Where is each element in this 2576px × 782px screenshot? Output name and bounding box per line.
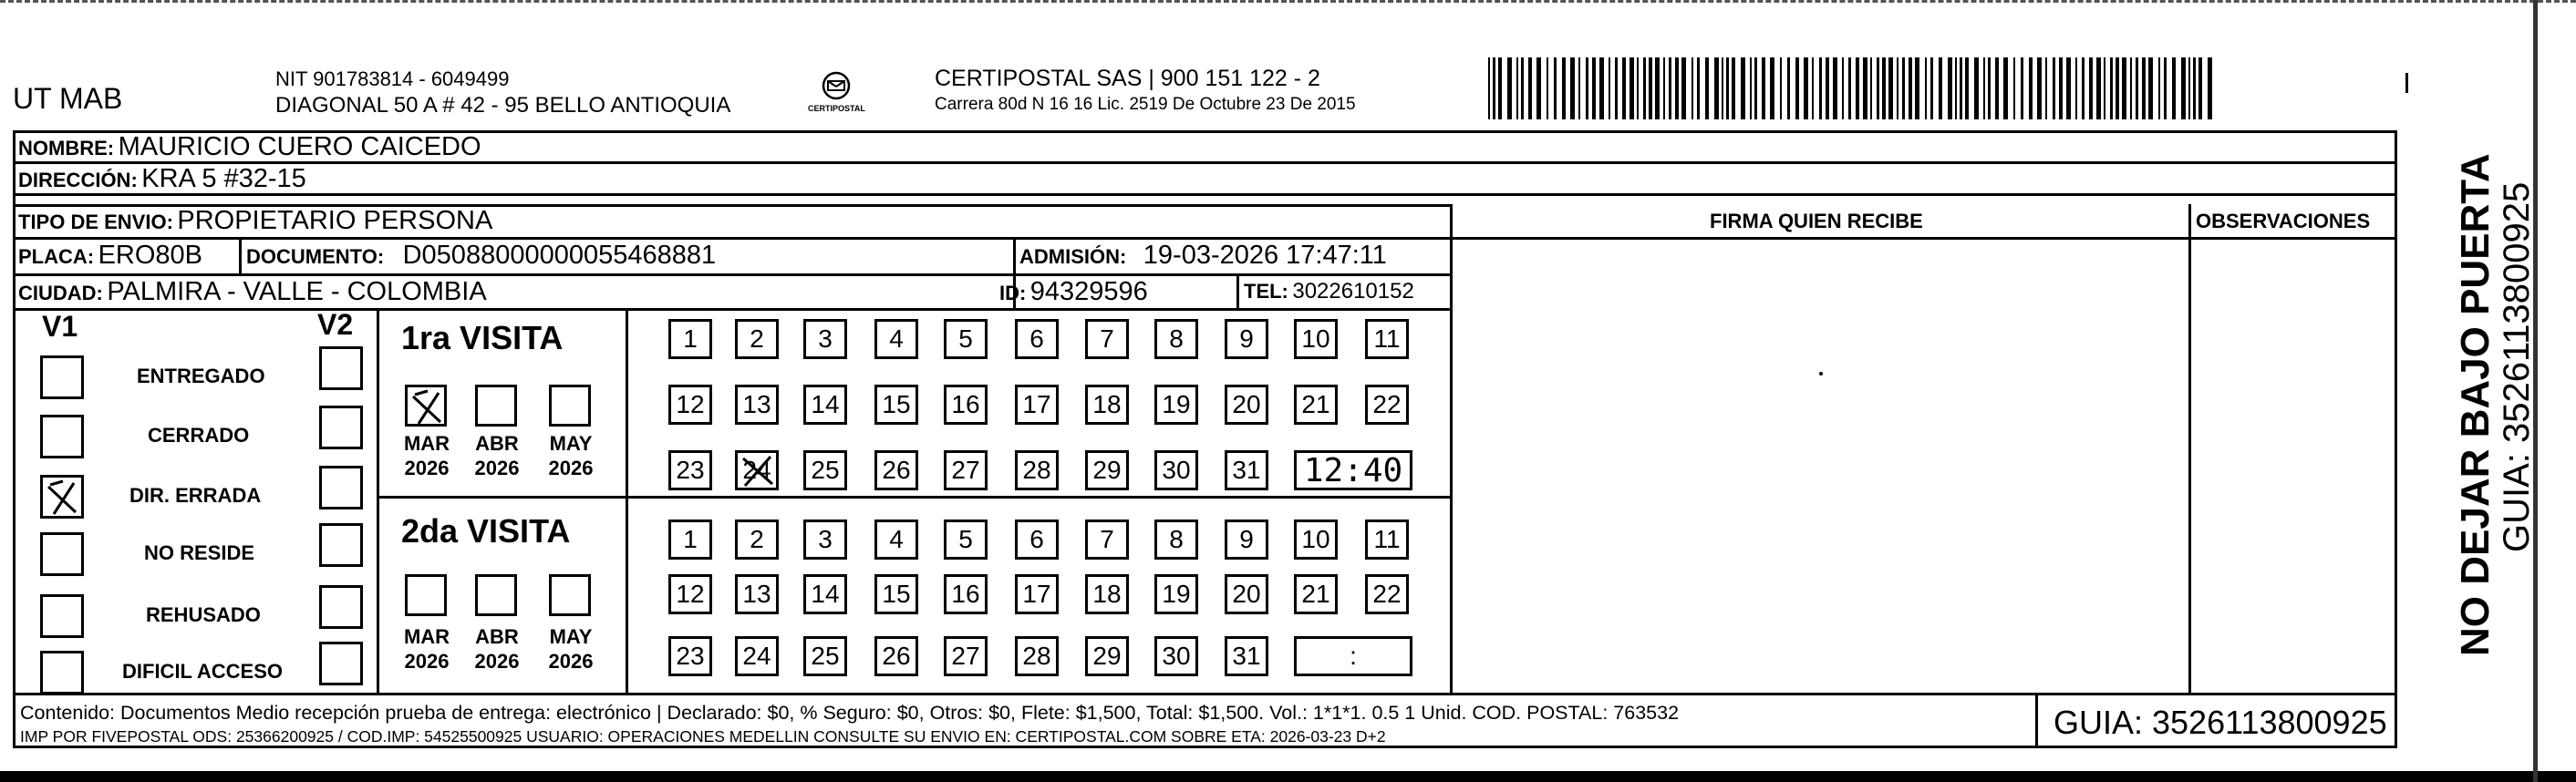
day-box[interactable]: 21 xyxy=(1294,385,1338,425)
day-box[interactable]: 13 xyxy=(735,385,779,425)
nombre-row xyxy=(18,132,481,162)
status-label: CERRADO xyxy=(148,424,250,447)
day-box[interactable]: 19 xyxy=(1154,385,1198,425)
barcode-bar xyxy=(1629,57,1634,119)
footer-line-2: IMP POR FIVEPOSTAL ODS: 25366200925 / COD.IMP: 54525500925 USUARIO: OPERACIONES MEDELLIN CONSULTE SU ENVIO EN: CERTIPOSTAL.COM SOBRE ETA: 2026-03-23 D+2 xyxy=(20,727,1386,746)
direccion-label: DIRECCIÓN: xyxy=(18,169,138,191)
barcode-bar xyxy=(2104,57,2105,119)
barcode-bar xyxy=(2142,57,2146,119)
barcode-bar xyxy=(1741,57,1745,119)
barcode-bar xyxy=(1498,57,1502,119)
day-box[interactable]: 18 xyxy=(1085,574,1129,614)
barcode-bar xyxy=(2193,57,2196,119)
row-line xyxy=(13,308,1452,311)
v2-checkbox[interactable] xyxy=(319,585,363,629)
month-label: MAR xyxy=(403,625,450,648)
barcode-bar xyxy=(1528,57,1532,119)
day-box[interactable]: 28 xyxy=(1015,636,1059,676)
barcode-bar xyxy=(2130,57,2132,119)
v1-checkbox[interactable] xyxy=(40,475,84,519)
barcode-bar xyxy=(1804,57,1808,119)
barcode-bar xyxy=(1877,57,1879,119)
month-year: 2026 xyxy=(548,457,594,479)
tipo-row xyxy=(18,206,492,236)
barcode-bar xyxy=(1974,57,1979,119)
barcode-bar xyxy=(1983,57,1985,119)
v2-header: V2 xyxy=(317,308,354,341)
month-checkbox[interactable] xyxy=(475,385,517,427)
barcode-bar xyxy=(1726,57,1729,119)
day-box[interactable] xyxy=(735,450,779,490)
day-box[interactable]: 9 xyxy=(1225,319,1268,359)
col-line xyxy=(239,237,242,273)
barcode-bar xyxy=(1819,57,1822,119)
status-label: DIR. ERRADA xyxy=(129,484,262,507)
month-label: ABR xyxy=(475,625,519,648)
documento-label: DOCUMENTO: xyxy=(246,245,385,268)
barcode-bar xyxy=(1643,57,1646,119)
direccion-row xyxy=(18,164,306,194)
barcode-bar xyxy=(1592,57,1596,119)
day-box[interactable]: 26 xyxy=(874,450,918,490)
certipostal-logo xyxy=(808,67,865,117)
placa-row xyxy=(18,241,202,271)
barcode-bar xyxy=(1925,57,1927,119)
day-box[interactable]: 8 xyxy=(1154,520,1198,560)
col-line xyxy=(2035,693,2038,748)
barcode-bar xyxy=(1615,57,1618,119)
day-box[interactable]: 20 xyxy=(1225,385,1268,425)
barcode-bar xyxy=(1955,57,1957,119)
day-box[interactable]: 11 xyxy=(1365,319,1409,359)
barcode-bar xyxy=(2188,57,2190,119)
month-year: 2026 xyxy=(474,650,520,673)
barcode-bar xyxy=(1826,57,1829,119)
handwritten-x-mark xyxy=(738,453,778,489)
day-box[interactable]: 7 xyxy=(1085,319,1129,359)
col-line xyxy=(1236,273,1239,308)
month-checkbox[interactable] xyxy=(405,385,447,427)
barcode-bar xyxy=(1570,57,1575,119)
footer-guia: GUIA: 3526113800925 xyxy=(2054,704,2387,741)
day-box[interactable]: 15 xyxy=(874,574,918,614)
company-name: UT MAB xyxy=(13,82,123,115)
day-box[interactable]: 14 xyxy=(803,385,847,425)
barcode-bar xyxy=(1578,57,1580,119)
day-box[interactable]: 4 xyxy=(874,520,918,560)
barcode-bar xyxy=(1586,57,1588,119)
barcode-bar xyxy=(2021,57,2023,119)
barcode-bar xyxy=(1988,57,1991,119)
barcode-bar xyxy=(1599,57,1604,119)
col-line xyxy=(1450,204,1453,693)
barcode-bar xyxy=(1787,57,1790,119)
v1-checkbox[interactable] xyxy=(40,355,84,399)
barcode-bar xyxy=(1637,57,1639,119)
barcode-bar xyxy=(1609,57,1610,119)
id-label: ID: xyxy=(999,282,1027,304)
barcode-bar xyxy=(1649,57,1652,119)
first-visit-title: 1ra VISITA xyxy=(401,319,564,356)
barcode-bar xyxy=(1930,57,1933,119)
barcode-bar xyxy=(1888,57,1893,119)
barcode-bar xyxy=(1562,57,1566,119)
tel-label: TEL: xyxy=(1244,280,1288,303)
day-box[interactable]: 28 xyxy=(1015,450,1059,490)
day-box[interactable]: 9 xyxy=(1225,520,1268,560)
day-box[interactable]: 27 xyxy=(944,636,988,676)
barcode-bar xyxy=(2059,57,2063,119)
barcode-bar xyxy=(1812,57,1814,119)
day-box[interactable]: 29 xyxy=(1085,636,1129,676)
barcode-bar xyxy=(2037,57,2042,119)
barcode-bar xyxy=(2158,57,2160,119)
barcode-bar xyxy=(2045,57,2047,119)
barcode-bar xyxy=(1536,57,1541,119)
status-label: REHUSADO xyxy=(146,603,261,626)
day-box[interactable]: 23 xyxy=(668,450,712,490)
month-year: 2026 xyxy=(548,650,594,673)
day-box[interactable]: 5 xyxy=(944,520,988,560)
carrier-address: Carrera 80d N 16 16 Lic. 2519 De Octubre 23 De 2015 xyxy=(935,95,1356,114)
day-box[interactable]: 16 xyxy=(944,385,988,425)
day-box[interactable]: 4 xyxy=(874,319,918,359)
barcode-bar xyxy=(2116,57,2119,119)
barcode-bar xyxy=(2172,57,2176,119)
barcode-bar xyxy=(1669,57,1671,119)
barcode-bar xyxy=(1663,57,1665,119)
day-box[interactable]: 20 xyxy=(1225,574,1268,614)
side-guia: GUIA: 3526113800925 xyxy=(2497,181,2537,552)
barcode-bar xyxy=(1897,57,1898,119)
barcode-bar xyxy=(2122,57,2126,119)
barcode-bar xyxy=(1939,57,1942,119)
barcode-bar xyxy=(1948,57,1952,119)
row-line xyxy=(13,237,2397,240)
nombre-value: MAURICIO CUERO CAICEDO xyxy=(118,132,481,161)
barcode-bar xyxy=(1714,57,1719,119)
month-year: 2026 xyxy=(404,650,450,673)
day-box[interactable]: 24 xyxy=(735,636,779,676)
barcode-bar xyxy=(1960,57,1962,119)
placa-value: ERO80B xyxy=(98,241,203,270)
barcode-bar xyxy=(1691,57,1693,119)
barcode-bar xyxy=(1762,57,1765,119)
v1-checkbox[interactable] xyxy=(40,651,84,695)
row-line xyxy=(13,193,2397,196)
day-box[interactable]: 12 xyxy=(668,574,712,614)
barcode-bar xyxy=(2003,57,2008,119)
day-box[interactable]: 17 xyxy=(1015,385,1059,425)
barcode-bar xyxy=(1554,57,1557,119)
day-box[interactable]: 22 xyxy=(1365,385,1409,425)
day-box[interactable]: 14 xyxy=(803,574,847,614)
row-line xyxy=(377,496,1450,499)
day-box[interactable]: 10 xyxy=(1294,319,1338,359)
barcode-bar xyxy=(2066,57,2071,119)
v2-checkbox[interactable] xyxy=(319,523,363,567)
barcode-bar xyxy=(1705,57,1709,119)
day-box[interactable]: 11 xyxy=(1365,520,1409,560)
time-box[interactable]: : xyxy=(1294,636,1412,676)
handwritten-x-mark xyxy=(43,478,83,518)
nombre-label: NOMBRE: xyxy=(18,137,115,159)
id-row xyxy=(999,277,1148,307)
day-box[interactable]: 15 xyxy=(874,385,918,425)
month-year: 2026 xyxy=(474,457,520,479)
month-checkbox[interactable] xyxy=(549,574,591,616)
barcode-bar xyxy=(1882,57,1886,119)
barcode-bar xyxy=(2013,57,2015,119)
day-box[interactable]: 5 xyxy=(944,319,988,359)
month-year: 2026 xyxy=(404,457,450,479)
day-box[interactable]: 16 xyxy=(944,574,988,614)
firma-label: FIRMA QUIEN RECIBE xyxy=(1710,210,1923,232)
day-box[interactable]: 6 xyxy=(1015,520,1059,560)
barcode-bar xyxy=(1493,57,1495,119)
admision-row xyxy=(1019,241,1387,271)
barcode-bar xyxy=(1863,57,1867,119)
barcode-bar xyxy=(1770,57,1774,119)
day-box[interactable]: 27 xyxy=(944,450,988,490)
barcode-bar xyxy=(1856,57,1859,119)
day-box[interactable]: 10 xyxy=(1294,520,1338,560)
barcode-bar xyxy=(2029,57,2033,119)
col-line xyxy=(2188,204,2191,693)
barcode-bar xyxy=(1754,57,1757,119)
v2-checkbox[interactable] xyxy=(319,406,363,449)
day-box[interactable]: 13 xyxy=(735,574,779,614)
day-box[interactable]: 31 xyxy=(1225,450,1268,490)
day-box[interactable]: 22 xyxy=(1365,574,1409,614)
day-box[interactable]: 3 xyxy=(803,319,847,359)
barcode-bar xyxy=(1902,57,1905,119)
barcode-bar xyxy=(1507,57,1512,119)
barcode-bar xyxy=(1833,57,1837,119)
day-box[interactable]: 25 xyxy=(803,450,847,490)
carrier-name: CERTIPOSTAL SAS | 900 151 122 - 2 xyxy=(935,66,1320,91)
day-box[interactable]: 31 xyxy=(1225,636,1268,676)
observaciones-label: OBSERVACIONES xyxy=(2196,210,2371,232)
barcode-bar xyxy=(2148,57,2153,119)
row-line xyxy=(13,693,2397,695)
day-box[interactable]: 12 xyxy=(668,385,712,425)
month-label: ABR xyxy=(475,432,519,455)
day-box[interactable]: 17 xyxy=(1015,574,1059,614)
handwritten-x-mark xyxy=(408,387,448,427)
v1-checkbox[interactable] xyxy=(40,532,84,576)
barcode-bar xyxy=(1915,57,1919,119)
barcode-bar xyxy=(2110,57,2113,119)
company-address: DIAGONAL 50 A # 42 - 95 BELLO ANTIOQUIA xyxy=(275,93,731,118)
barcode-bar xyxy=(2198,57,2202,119)
barcode-bar xyxy=(2075,57,2077,119)
tel-value: 3022610152 xyxy=(1292,279,1414,304)
admision-value: 19-03-2026 17:47:11 xyxy=(1143,241,1387,270)
day-box[interactable]: 30 xyxy=(1154,450,1198,490)
col-line xyxy=(377,308,379,693)
barcode-bar xyxy=(1870,57,1872,119)
day-box[interactable]: 26 xyxy=(874,636,918,676)
day-box[interactable]: 21 xyxy=(1294,574,1338,614)
barcode-bar xyxy=(2082,57,2085,119)
month-checkbox[interactable] xyxy=(405,574,447,616)
day-box[interactable]: 29 xyxy=(1085,450,1129,490)
barcode-bar xyxy=(2096,57,2101,119)
barcode-bar xyxy=(1488,57,1490,119)
stray-dot xyxy=(1819,372,1823,376)
tick-mark xyxy=(2405,73,2408,93)
barcode-bar xyxy=(1675,57,1679,119)
barcode-bar xyxy=(2181,57,2186,119)
day-number: 24 xyxy=(742,456,771,484)
day-box[interactable]: 30 xyxy=(1154,636,1198,676)
col-line xyxy=(626,308,628,693)
month-checkbox[interactable] xyxy=(549,385,591,427)
day-box[interactable]: 2 xyxy=(735,319,779,359)
documento-row xyxy=(246,241,716,271)
barcode-bar xyxy=(1681,57,1686,119)
documento-value: D05088000000055468881 xyxy=(402,241,717,270)
day-box[interactable]: 19 xyxy=(1154,574,1198,614)
barcode-bar xyxy=(1780,57,1782,119)
barcode xyxy=(1488,57,2212,119)
day-box[interactable]: 1 xyxy=(668,319,712,359)
footer-line-1: Contenido: Documentos Medio recepción prueba de entrega: electrónico | Declarado: $0, % Seguro: $0, Otros: $0, Flete: $1,500, Total: $1,500. Vol.: 1*1*1. 0.5 1 Unid. COD. POSTAL: 763532 xyxy=(20,702,1680,724)
day-box[interactable]: 18 xyxy=(1085,385,1129,425)
month-checkbox[interactable] xyxy=(475,574,517,616)
barcode-bar xyxy=(1995,57,1999,119)
barcode-bar xyxy=(1750,57,1752,119)
barcode-bar xyxy=(1732,57,1735,119)
day-box[interactable]: 7 xyxy=(1085,520,1129,560)
day-box[interactable]: 25 xyxy=(803,636,847,676)
barcode-bar xyxy=(1795,57,1799,119)
v2-checkbox[interactable] xyxy=(319,466,363,509)
barcode-bar xyxy=(2053,57,2055,119)
v1-header: V1 xyxy=(42,310,78,343)
ciudad-label: CIUDAD: xyxy=(18,282,103,304)
placa-label: PLACA: xyxy=(18,245,95,268)
tipo-value: PROPIETARIO PERSONA xyxy=(177,206,493,235)
barcode-bar xyxy=(2164,57,2167,119)
day-box[interactable]: 23 xyxy=(668,636,712,676)
barcode-bar xyxy=(1909,57,1912,119)
day-box[interactable]: 6 xyxy=(1015,319,1059,359)
v1-checkbox[interactable] xyxy=(40,594,84,638)
second-visit-title: 2da VISITA xyxy=(401,512,571,550)
barcode-bar xyxy=(1655,57,1660,119)
tipo-label: TIPO DE ENVIO: xyxy=(18,211,173,233)
ciudad-value: PALMIRA - VALLE - COLOMBIA xyxy=(107,277,487,306)
id-value: 94329596 xyxy=(1029,277,1148,306)
month-label: MAY xyxy=(549,625,593,648)
day-box[interactable]: 8 xyxy=(1154,319,1198,359)
barcode-bar xyxy=(2208,57,2212,119)
v1-checkbox[interactable] xyxy=(40,415,84,458)
day-box[interactable]: 3 xyxy=(803,520,847,560)
barcode-bar xyxy=(1521,57,1524,119)
barcode-bar xyxy=(1722,57,1723,119)
status-label: DIFICIL ACCESO xyxy=(122,660,284,683)
v2-checkbox[interactable] xyxy=(319,642,363,685)
no-dejar-notice: NO DEJAR BAJO PUERTA xyxy=(2453,153,2498,656)
barcode-bar xyxy=(1697,57,1700,119)
status-label: ENTREGADO xyxy=(137,365,265,387)
barcode-bar xyxy=(2089,57,2093,119)
month-label: MAR xyxy=(403,432,450,455)
barcode-bar xyxy=(1848,57,1851,119)
scan-edge-bottom xyxy=(0,771,2576,782)
day-box[interactable]: 1 xyxy=(668,520,712,560)
tel-row xyxy=(1244,279,1414,304)
day-box[interactable]: 2 xyxy=(735,520,779,560)
barcode-bar xyxy=(1965,57,1969,119)
time-box[interactable]: 12:40 xyxy=(1294,450,1412,490)
barcode-bar xyxy=(1516,57,1518,119)
barcode-bar xyxy=(1842,57,1844,119)
scan-edge-top xyxy=(0,0,2576,3)
month-label: MAY xyxy=(549,432,593,455)
logo-text: CERTIPOSTAL xyxy=(808,104,865,113)
admision-label: ADMISIÓN: xyxy=(1019,245,1127,268)
barcode-bar xyxy=(1622,57,1626,119)
company-nit: NIT 901783814 - 6049499 xyxy=(275,67,510,90)
ciudad-row xyxy=(18,277,487,307)
barcode-bar xyxy=(1547,57,1548,119)
status-label: NO RESIDE xyxy=(144,541,255,564)
direccion-value: KRA 5 #32-15 xyxy=(141,164,306,193)
v2-checkbox[interactable] xyxy=(319,346,363,390)
barcode-bar xyxy=(2136,57,2138,119)
